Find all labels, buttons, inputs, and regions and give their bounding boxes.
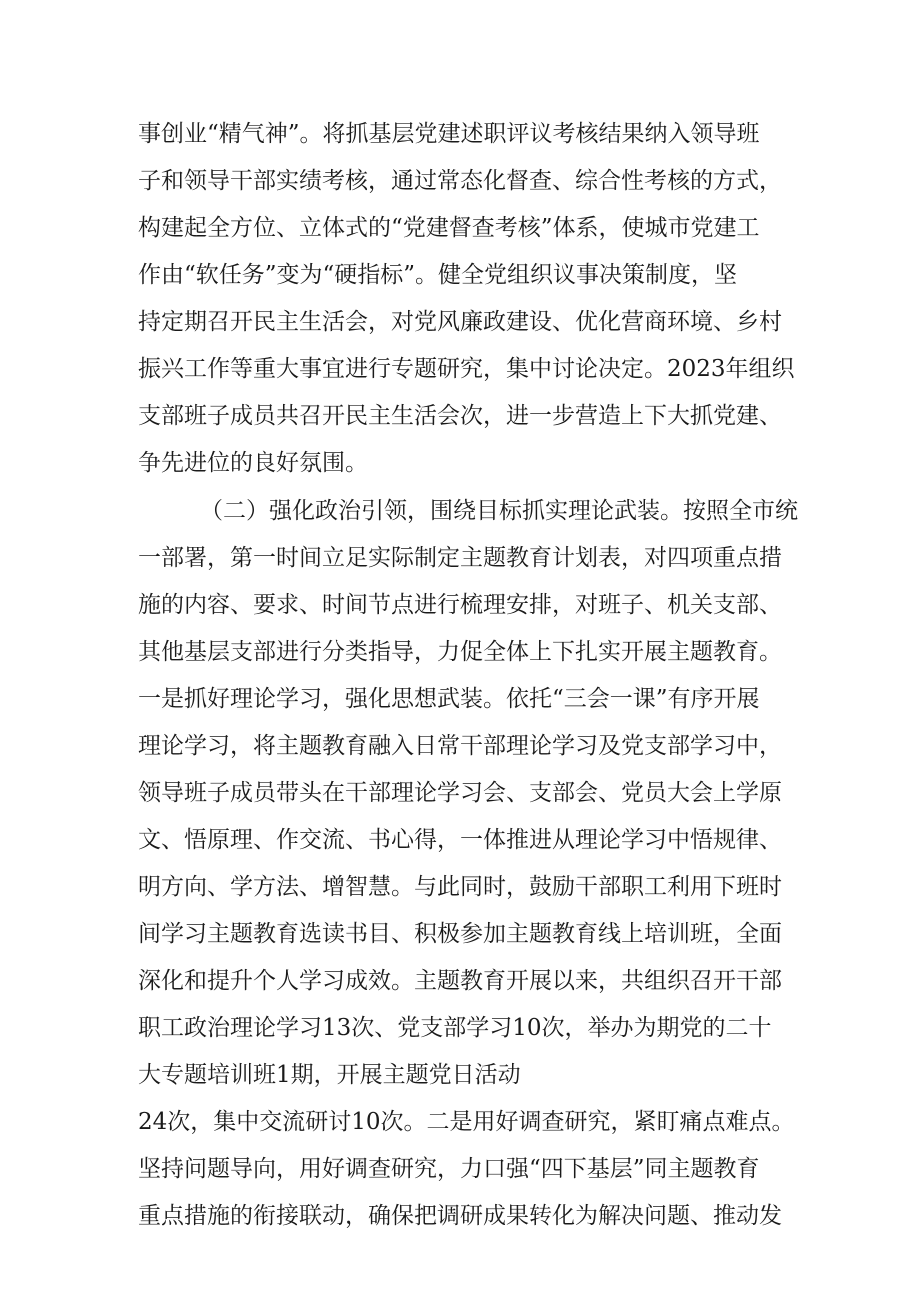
text-line: 文、悟原理、作交流、书心得，一体推进从理论学习中悟规律、 <box>138 827 782 853</box>
text-line: 深化和提升个人学习成效。主题教育开展以来，共组织召开干部 <box>138 968 782 994</box>
text-line: 坚持问题导向，用好调查研究，力口强“四下基层”同主题教育 <box>138 1156 760 1182</box>
text-line: 持定期召开民主生活会，对党风廉政建设、优化营商环境、乡村 <box>138 309 782 335</box>
text-line: 一是抓好理论学习，强化思想武装。依托“三会一课”有序开展 <box>138 686 760 712</box>
text-line: 重点措施的衔接联动，确保把调研成果转化为解决问题、推动发 <box>138 1203 782 1229</box>
text-line: 子和领导干部实绩考核，通过常态化督查、综合性考核的方式， <box>138 168 782 194</box>
text-line: 支部班子成员共召开民主生活会次，进一步营造上下大抓党建、 <box>138 403 782 429</box>
text-line: 其他基层支部进行分类指导，力促全体上下扎实开展主题教育。 <box>138 639 782 665</box>
text-line: 作由“软任务”变为“硬指标”。健全党组织议事决策制度，坚 <box>138 262 738 288</box>
text-line: 事创业“精气神”。将抓基层党建述职评议考核结果纳入领导班 <box>138 121 760 147</box>
text-line: 大专题培训班1期，开展主题党日活动 <box>138 1062 521 1088</box>
text-line: 一部署，第一时间立足实际制定主题教育计划表，对四项重点措 <box>138 545 782 571</box>
text-line: 施的内容、要求、时间节点进行梳理安排，对班子、机关支部、 <box>138 592 782 618</box>
text-line: 24次，集中交流研讨10次。二是用好调查研究，紧盯痛点难点。 <box>138 1109 795 1135</box>
text-line: 理论学习，将主题教育融入日常干部理论学习及党支部学习中， <box>138 733 782 759</box>
text-line: 职工政治理论学习13次、党支部学习10次，举办为期党的二十 <box>138 1015 772 1041</box>
text-line: 振兴工作等重大事宜进行专题研究，集中讨论决定。2023年组织 <box>138 356 795 382</box>
text-line: 领导班子成员带头在干部理论学习会、支部会、党员大会上学原 <box>138 780 782 806</box>
text-line: 构建起全方位、立体式的“党建督查考核”体系，使城市党建工 <box>138 215 760 241</box>
section-heading-line: （二）强化政治引领，围绕目标抓实理论武装。按照全市统 <box>200 498 798 524</box>
text-line: 明方向、学方法、增智慧。与此同时，鼓励干部职工利用下班时 <box>138 874 782 900</box>
text-line: 争先进位的良好氛围。 <box>138 450 368 476</box>
text-line: 间学习主题教育选读书目、积极参加主题教育线上培训班，全面 <box>138 921 782 947</box>
